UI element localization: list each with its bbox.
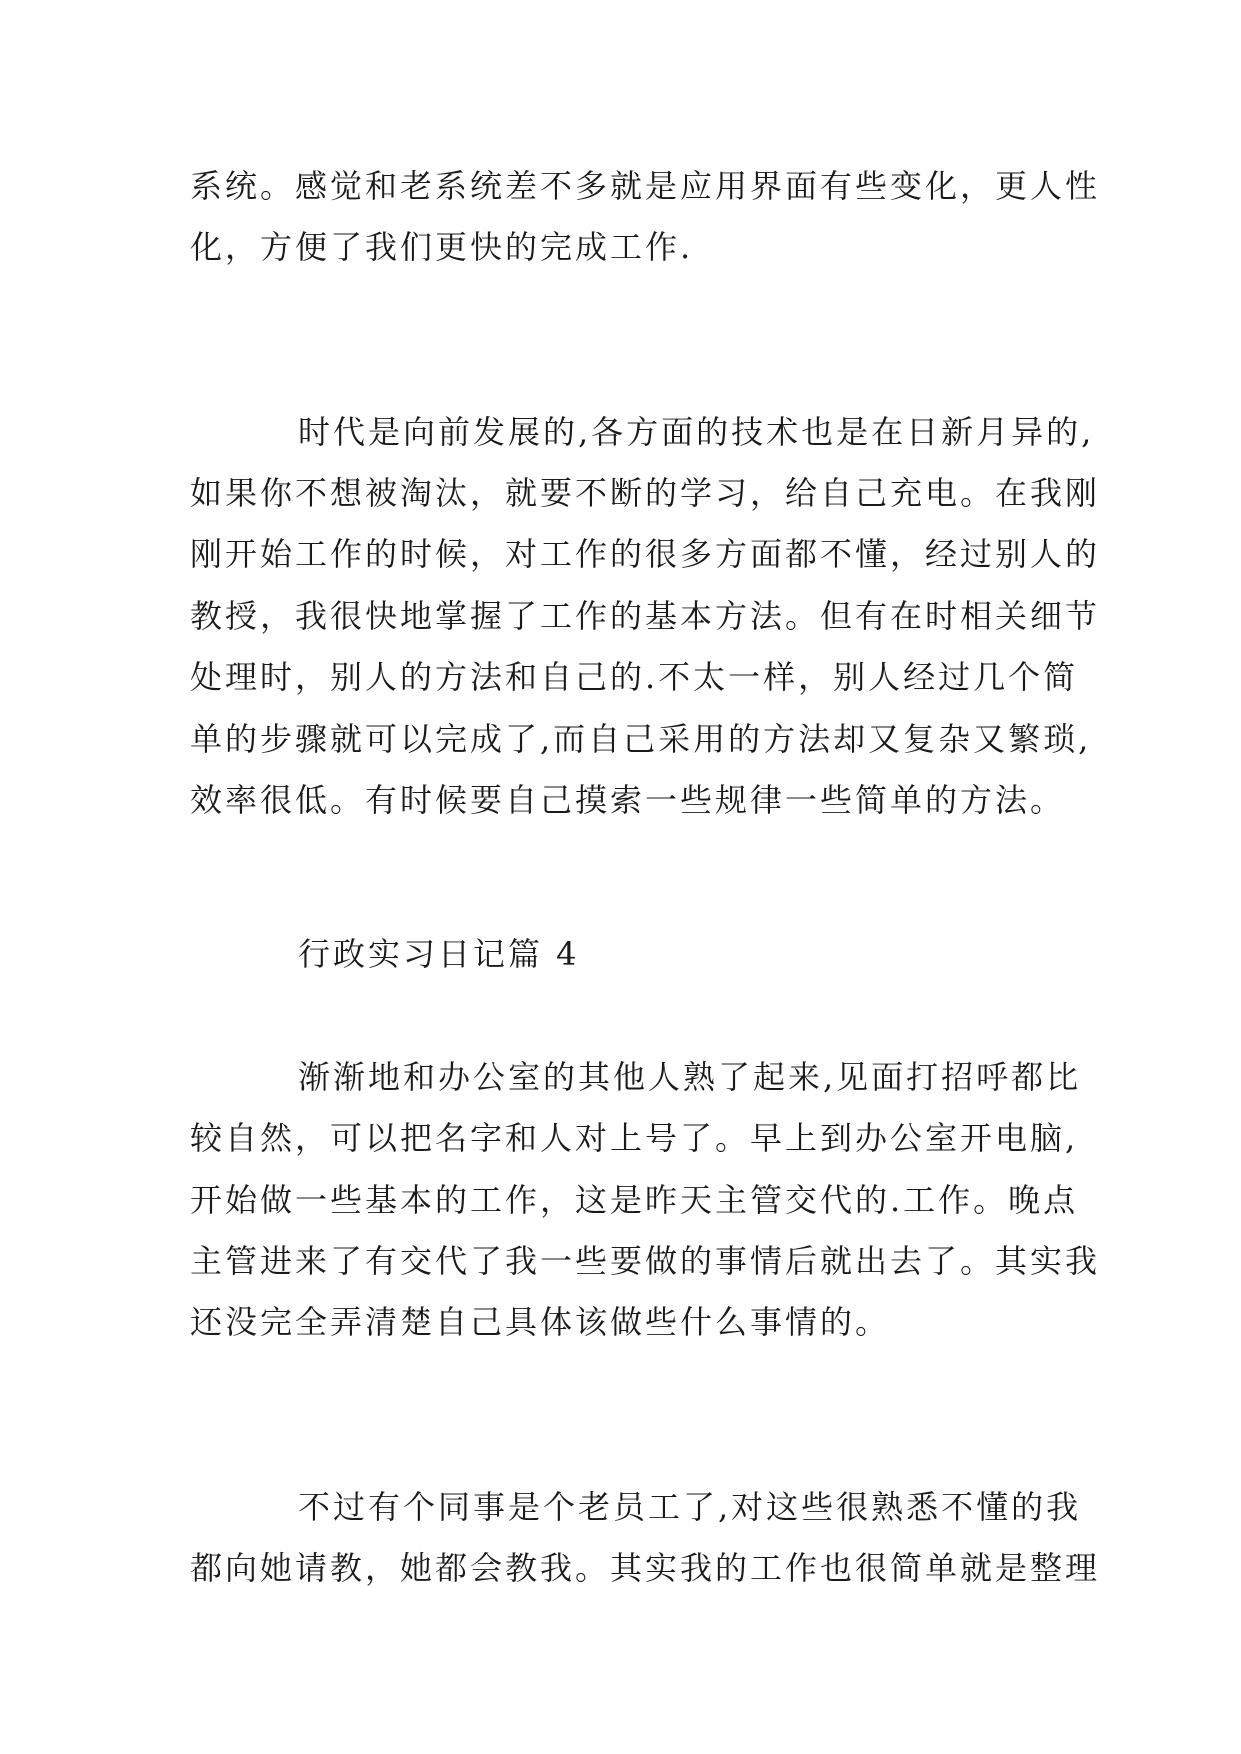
paragraph-2-line-1: 时代是向前发展的,各方面的技术也是在日新月异的,	[298, 413, 1095, 451]
paragraph-1-line-1: 系统。感觉和老系统差不多就是应用界面有些变化，更人性	[190, 167, 1101, 205]
paragraph-4-line-2: 都向她请教，她都会教我。其实我的工作也很简单就是整理	[190, 1549, 1101, 1587]
paragraph-2-line-6: 单的步骤就可以完成了,而自己采用的方法却又复杂又繁琐,	[190, 720, 1092, 758]
paragraph-2-line-4: 教授，我很快地掌握了工作的基本方法。但有在时相关细节	[190, 597, 1101, 635]
paragraph-2-line-3: 刚开始工作的时候，对工作的很多方面都不懂，经过别人的	[190, 535, 1101, 573]
paragraph-1-line-2: 化，方便了我们更快的完成工作.	[190, 228, 694, 266]
paragraph-3-line-4: 主管进来了有交代了我一些要做的事情后就出去了。其实我	[190, 1242, 1101, 1280]
paragraph-4-line-1: 不过有个同事是个老员工了,对这些很熟悉不懂的我	[298, 1488, 1082, 1526]
paragraph-2-line-7: 效率很低。有时候要自己摸索一些规律一些简单的方法。	[190, 781, 1066, 819]
paragraph-2-line-5: 处理时，别人的方法和自己的.不太一样，别人经过几个简	[190, 658, 1079, 696]
paragraph-3-line-2: 较自然，可以把名字和人对上号了。早上到办公室开电脑,	[190, 1119, 1079, 1157]
paragraph-2-line-2: 如果你不想被淘汰，就要不断的学习，给自己充电。在我刚	[190, 474, 1101, 512]
paragraph-3-line-1: 渐渐地和办公室的其他人熟了起来,见面打招呼都比	[298, 1058, 1082, 1096]
paragraph-3-line-5: 还没完全弄清楚自己具体该做些什么事情的。	[190, 1303, 891, 1341]
section-heading: 行政实习日记篇 4	[298, 935, 580, 973]
paragraph-3-line-3: 开始做一些基本的工作，这是昨天主管交代的.工作。晚点	[190, 1181, 1079, 1219]
